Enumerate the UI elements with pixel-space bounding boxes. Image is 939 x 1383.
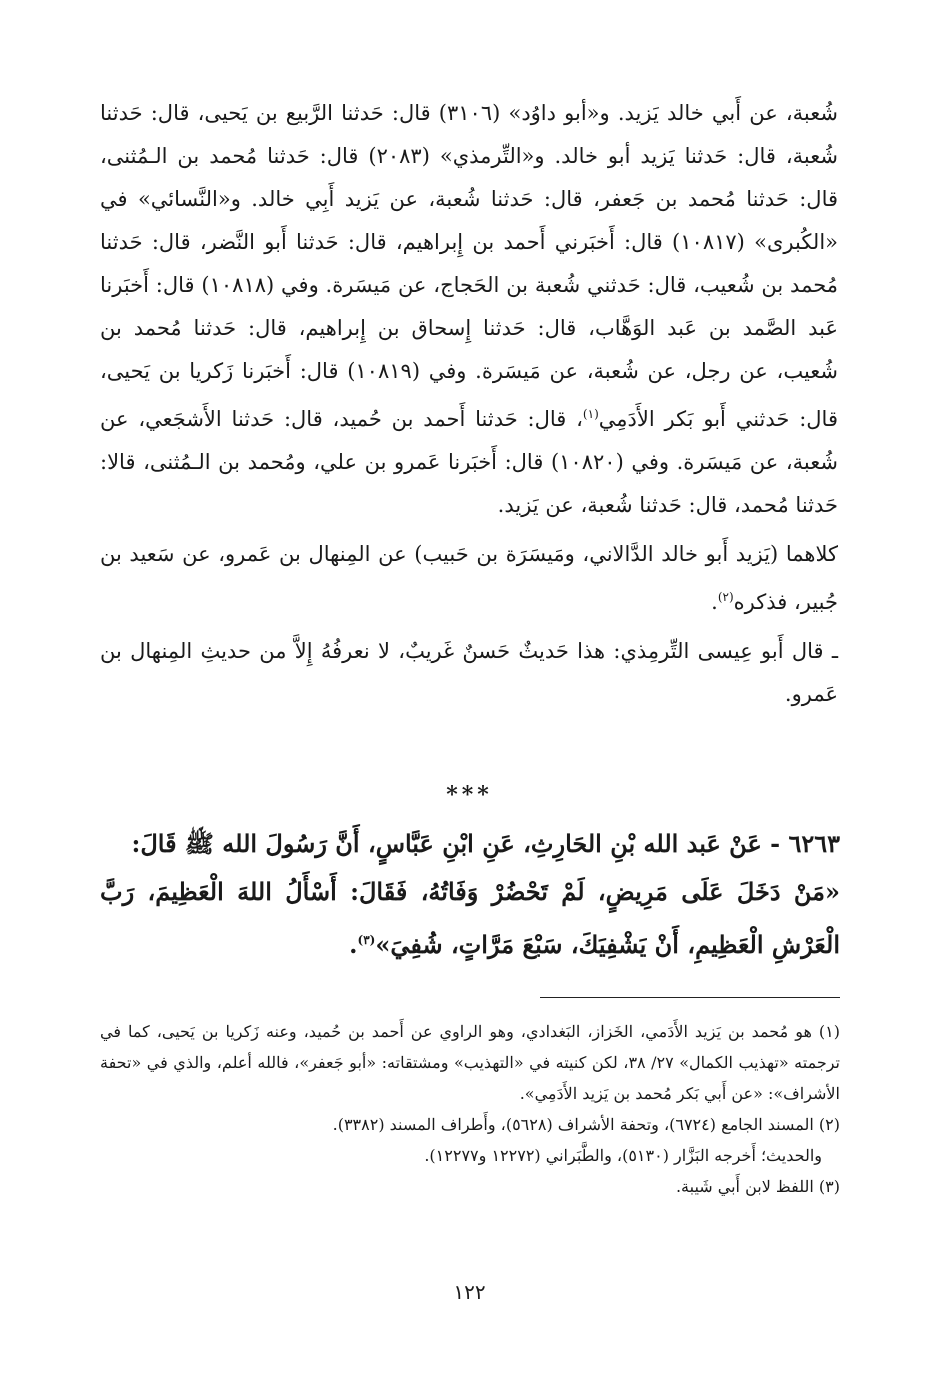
paragraph-takhrij-text: شُعبة، عن أَبي خالد يَزيد. و«أبو داوُد» (٣١٠٦) قال: حَدثنا الرَّبيع بن يَحيى، قال: حَدثنا شُعبة، قال: حَدثنا يَزيد أبو خالد. و«التِّرمذي» (٢٠٨٣) قال: حَدثنا مُحمد بن الـمُثنى، قال: حَدثنا مُحمد بن جَعفر، قال: حَدثنا شُعبة، عن يَزيد أَبِي خالد. و«النَّسائي» في «الكُبرى» (١٠٨١٧) قال: أَخبَرني أَحمد بن إِبراهيم، قال: حَدثنا أَبو النَّضر، قال: حَدثنا مُحمد بن شُعيب، قال: حَدثني شُعبة بن الحَجاج، عن مَيسَرة. وفي (١٠٨١٨) قال: أَخبَرنا عَبد الصَّمد بن عَبد الوَهَّاب، قال: حَدثنا إِسحاق بن إِبراهيم، قال: حَدثنا مُحمد بن شُعيب، عن رجل، عن شُعبة، عن مَيسَرة. وفي (١٠٨١٩) قال: أَخبَرنا زَكريا بن يَحيى، قال: حَدثني أَبو بَكر الأَدَمِي [100,101,839,431]
hadith-text-body: «مَنْ دَخَلَ عَلَى مَرِيضٍ، لَمْ تَحْضُرْ وَفَاتُهُ، فَقَالَ: أَسْأَلُ اللهَ الْعَظِيمَ، رَبَّ الْعَرْشِ الْعَظِيمِ، أَنْ يَشْفِيَكَ، سَبْعَ مَرَّاتٍ، شُفِيَ» [100,877,840,959]
paragraph-chain-end: . [711,590,718,614]
footnote-ref-1: (١) [582,407,599,421]
footnote-ref-2: (٢) [717,590,734,604]
paragraph-takhrij [100,92,838,527]
footnote-1: (١) هو مُحمد بن يَزيد الأَدَمي، الخَزاز، البَغدادي، وهو الراوي عن أَحمد بن حُميد، وعنه زَكريا بن يَحيى، كما في ترجمته «تهذيب الكمال» ٢٧/ ٣٨، لكن كنيته في «التهذيب» ومشتقاته: «أبو جَعفر»، فالله أعلم، والذي في «تحفة الأشراف»: «عن أَبي بَكر مُحمد بن يَزيد الأَدَمِي». [100,1022,840,1103]
paragraph-chain [100,533,838,624]
paragraph-tirmidhi-comment: ـ قال أَبو عِيسى التِّرمِذي: هذا حَديثٌ حَسنٌ غَريبٌ، لا نعرفُهُ إِلاَّ من حديثِ المِنهال بن عَمرو. [100,639,838,706]
paragraph-chain-text: كلاهما (يَزيد أَبو خالد الدَّالاني، ومَيسَرَة بن حَبيب) عن المِنهال بن عَمرو، عن سَعيد بن جُبير، فذكره [100,542,838,614]
footnote-divider [540,997,840,998]
hadith-text-end: . [349,930,358,959]
footnote-3: (٣) اللفظ لابن أَبي شَيبة. [675,1177,840,1196]
main-text [100,92,838,716]
page-number: ١٢٢ [453,1280,486,1304]
footnote-2-continuation: والحديث؛ أَخرجه البَزَّار (٥١٣٠)، والطَّبَراني (١٢٢٧٢ و١٢٢٧٧). [424,1146,822,1165]
hadith-intro: ٦٢٦٣ - عَنْ عَبد الله بْنِ الحَارِثِ، عَنِ ابْنِ عَبَّاسٍ، أَنَّ رَسُولَ الله ﷺ قَالَ: [131,829,840,858]
footnote-2: (٢) المسند الجامع (٦٧٢٤)، وتحفة الأشراف (٥٦٢٨)، وأَطراف المسند (٣٣٨٢). [332,1115,840,1134]
section-separator: *** [446,782,493,808]
paragraph-takhrij-rest: ، قال: حَدثنا أَحمد بن حُميد، قال: حَدثنا الأَشجَعي، عن شُعبة، عن مَيسَرة. وفي (١٠٨٢٠) قال: أَخبَرنا عَمرو بن علي، ومُحمد بن الـمُثنى، قالا: حَدثنا مُحمد، قال: حَدثنا شُعبة، عن يَزيد. [100,407,838,517]
hadith-6263 [100,820,840,969]
footnote-ref-3: (٣) [357,933,376,947]
footnotes [100,1016,840,1202]
hadith-text [100,868,840,969]
